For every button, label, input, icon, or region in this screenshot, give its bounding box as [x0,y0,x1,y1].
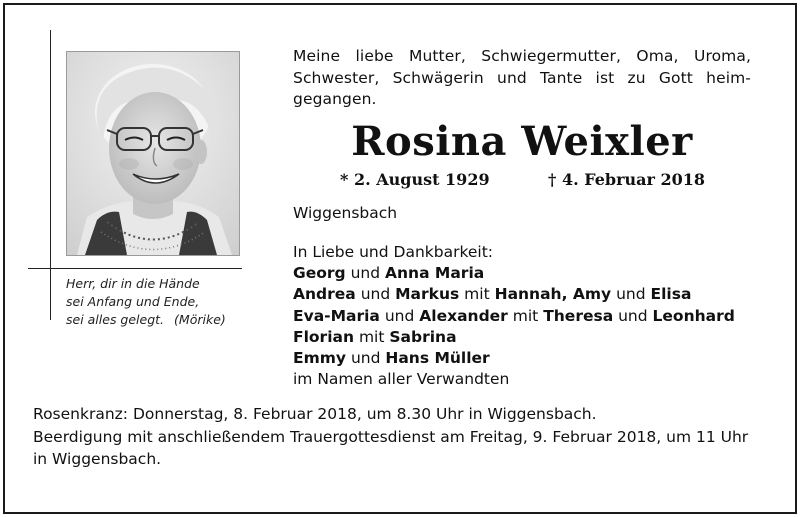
mourner-name: Leonhard [652,306,735,325]
rosenkranz-info: Rosenkranz: Donnerstag, 8. Februar 2018, um 8.30 Uhr in Wiggensbach. [33,405,597,423]
mourner-name: Alexander [419,306,508,325]
mourner-name: Theresa [543,306,614,325]
mourner-name: Emmy [293,349,346,368]
portrait-illustration [67,52,239,255]
connector: mit [358,327,385,346]
mourner-row [293,327,763,348]
mourner-name: Andrea [293,285,356,304]
mourner-name: Markus [395,285,460,304]
horizontal-rule [28,268,242,269]
mourners-list [293,242,763,390]
death-date: † 4. Februar 2018 [548,170,706,189]
connector: mit [464,285,490,304]
quote-line-text: sei alles gelegt. [66,312,165,327]
residence: Wiggensbach [293,204,398,222]
funeral-info: Beerdigung mit anschließendem Trauergottesdienst am Freitag, 9. Februar 2018, um 11 Uhr in Wiggensbach. [33,427,749,468]
connector: und [384,306,415,325]
mourner-name: Georg [293,264,346,283]
intro-text: Meine liebe Mutter, Schwiegermutter, Oma, Uroma, Schwester, Schwägerin und Tante ist zu Gott heim- gegangen. [293,47,751,108]
quote-author: (Mörike) [174,312,226,327]
mourner-name: Florian [293,327,355,346]
connector: und [616,285,646,304]
mourner-row [293,284,763,305]
vertical-rule [50,30,51,320]
connector: und [350,349,381,368]
birth-date: * 2. August 1929 [340,170,490,189]
connector: und [618,306,648,325]
mourners-heading: In Liebe und Dankbarkeit: [293,243,494,261]
mourner-name: Hannah, Amy [494,285,612,304]
connector: und [360,285,391,304]
connector: und [350,264,381,283]
connector: mit [512,306,539,325]
mourner-row [293,263,763,284]
quote-line: sei Anfang und Ende, [66,294,200,309]
quote-line [66,311,256,329]
service-info [33,403,763,471]
memorial-quote [66,275,256,329]
mourner-name: Anna Maria [385,264,485,283]
mourner-name: Sabrina [389,327,457,346]
quote-line: Herr, dir in die Hände [66,276,200,291]
mourner-name: Elisa [650,285,692,304]
mourner-row [293,306,763,327]
deceased-name: Rosina Weixler [351,118,693,165]
mourner-name: Eva-Maria [293,306,380,325]
mourner-name: Hans Müller [385,349,490,368]
portrait-photo [66,51,240,256]
mourners-closing: im Namen aller Verwandten [293,370,510,389]
mourner-row [293,348,763,369]
